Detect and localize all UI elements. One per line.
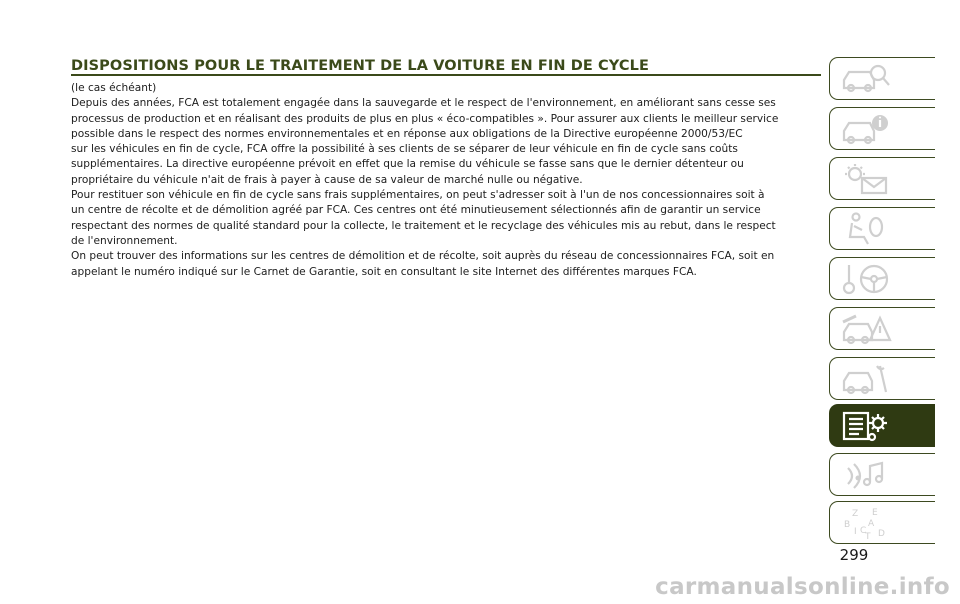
index-letter: A: [868, 519, 875, 529]
paragraph-line: supplémentaires. La directive européenne prévoit en effet que la remise du véhicule se fasse sans que le dernier détenteur ou: [71, 158, 744, 171]
multimedia-icon: [840, 458, 892, 492]
index-letter: Z: [852, 509, 859, 519]
tab-multimedia[interactable]: [829, 453, 935, 496]
paragraph-line: propriétaire du véhicule n'ait de frais à payer à cause de sa valeur de marché nulle ou négative.: [71, 173, 583, 186]
paragraph-line: possible dans le respect des normes environnementales et en réponse aux obligations de la Directive européenne 2000/53/EC: [71, 127, 743, 140]
paragraph-line: processus de production et en réalisant des produits de plus en plus « éco-compatibles ». Pour assurer aux clients le meilleur service: [71, 112, 779, 125]
paragraph-line: Depuis des années, FCA est totalement engagée dans la sauvegarde et le respect de l'environnement, en améliorant sans cesse ses: [71, 97, 776, 110]
watermark: carmanualsonline.info: [655, 574, 950, 600]
tab-emergency[interactable]: [829, 307, 935, 350]
seat-airbag-icon: [840, 212, 892, 246]
paragraph-line: On peut trouver des informations sur les centres de démolition et de récolte, soit auprès du réseau de concessionnaires FCA, soit en: [71, 250, 775, 263]
tab-seat-airbag[interactable]: [829, 207, 935, 250]
index-letter: T: [865, 532, 871, 540]
alphabetical-index-icon: [840, 506, 892, 540]
tab-key-steering[interactable]: [829, 257, 935, 300]
index-letter: E: [872, 508, 878, 518]
warning-lights-message-icon: [840, 162, 892, 196]
paragraph-line: de l'environnement.: [71, 234, 178, 247]
tab-car-search[interactable]: [829, 57, 935, 100]
paragraph-line: sur les véhicules en fin de cycle, FCA offre la possibilité à ses clients de se séparer de leur véhicule en fin de cycle sans coûts: [71, 143, 738, 156]
heading-rule: [71, 74, 821, 76]
tab-maintenance[interactable]: [829, 357, 935, 400]
tab-index[interactable]: [829, 501, 935, 544]
paragraph-line: appelant le numéro indiqué sur le Carnet de Garantie, soit en consultant le site Internet des différentes marques FCA.: [71, 265, 697, 278]
paragraph-line: respectant des normes de qualité standard pour la collecte, le traitement et le recyclage des véhicules mis au rebut, dans le respect: [71, 219, 776, 232]
paragraph-line: un centre de récolte et de démolition agréé par FCA. Ces centres ont été minutieusement sélectionnés afin de garantir un service: [71, 204, 761, 217]
emergency-warning-car-icon: [840, 312, 892, 346]
index-letter: D: [878, 529, 885, 539]
car-search-icon: [840, 62, 892, 96]
body-text: [71, 81, 823, 280]
tab-technical-data[interactable]: [829, 404, 935, 447]
paragraph-line: (le cas échéant): [71, 82, 157, 94]
paragraph-line: Pour restituer son véhicule en fin de cycle sans frais supplémentaires, on peut s'adresser soit à l'un de nos concessionnaires soit à: [71, 189, 765, 202]
page-number: 299: [839, 546, 869, 564]
section-heading: DISPOSITIONS POUR LE TRAITEMENT DE LA VOITURE EN FIN DE CYCLE: [71, 58, 649, 74]
index-letter: C: [860, 526, 867, 536]
key-steering-wheel-icon: [840, 262, 892, 296]
technical-data-gear-icon: [840, 409, 892, 443]
car-maintenance-tools-icon: [840, 362, 892, 396]
car-info-icon: [840, 112, 892, 146]
tab-warning-lights[interactable]: [829, 157, 935, 200]
index-letter: I: [854, 527, 857, 537]
tab-car-info[interactable]: [829, 107, 935, 150]
index-letter: B: [844, 520, 851, 530]
